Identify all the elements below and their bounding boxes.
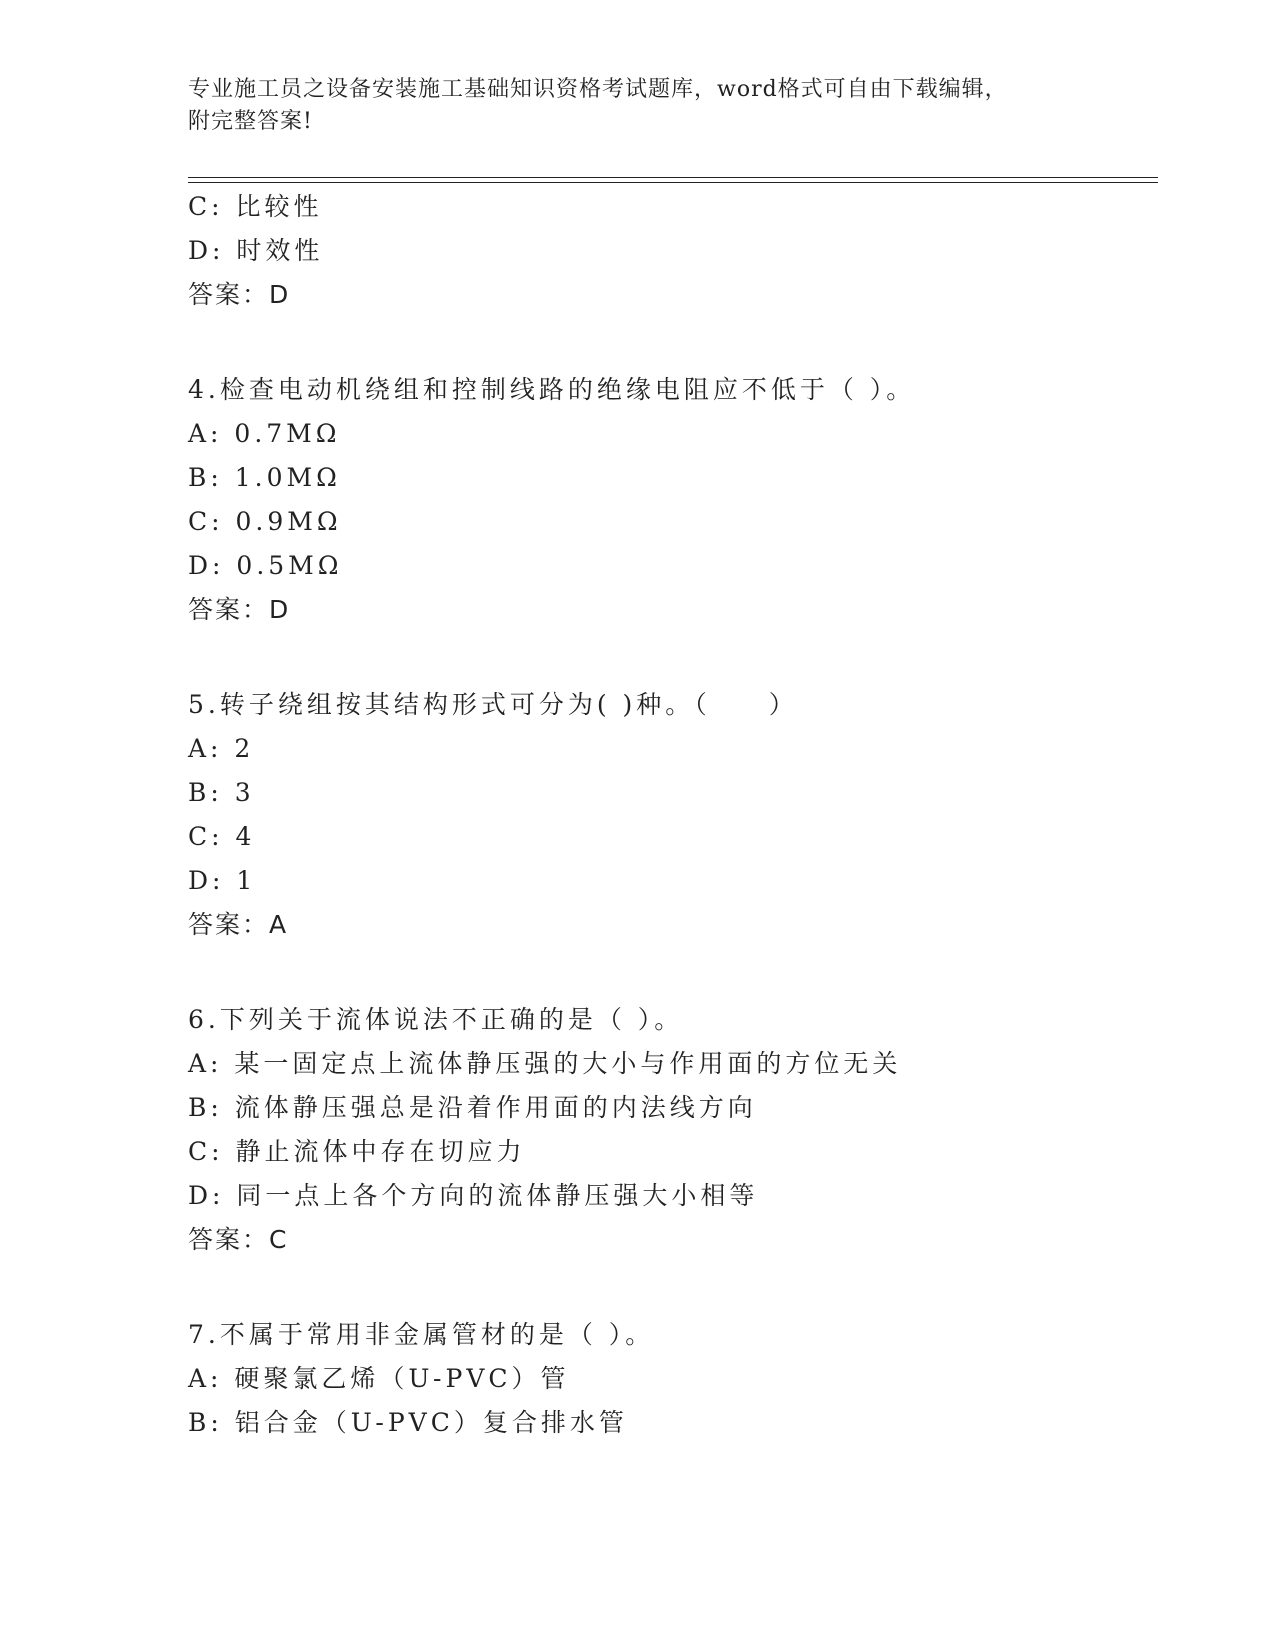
q7-option-a: A: 硬聚氯乙烯（U-PVC）管 (188, 1364, 570, 1393)
q4-stem: 4.检查电动机绕组和控制线路的绝缘电阻应不低于（ ）。 (188, 375, 916, 404)
q4-option-d: D: 0.5MΩ (188, 551, 343, 580)
q4-option-a: A: 0.7MΩ (188, 419, 341, 448)
header-divider-bottom (188, 182, 1158, 183)
q5-option-a: A: 2 (188, 734, 255, 763)
header-line-2: 附完整答案! (188, 109, 313, 134)
q5-option-d: D: 1 (188, 866, 257, 895)
q6-option-d: D: 同一点上各个方向的流体静压强大小相等 (188, 1181, 759, 1210)
q5-stem: 5.转子绕组按其结构形式可分为( )种。（ ） (188, 690, 798, 719)
q6-stem: 6.下列关于流体说法不正确的是（ ）。 (188, 1005, 684, 1034)
q6-option-c: C: 静止流体中存在切应力 (188, 1137, 526, 1166)
header-line-1: 专业施工员之设备安装施工基础知识资格考试题库，word格式可自由下载编辑， (188, 77, 1008, 102)
q6-option-b: B: 流体静压强总是沿着作用面的内法线方向 (188, 1093, 757, 1122)
q4-answer: 答案：D (188, 595, 291, 624)
q4-option-c: C: 0.9MΩ (188, 507, 342, 536)
q5-answer: 答案：A (188, 910, 289, 939)
q6-option-a: A: 某一固定点上流体静压强的大小与作用面的方位无关 (188, 1049, 902, 1078)
q3-answer: 答案：D (188, 280, 291, 309)
q5-option-c: C: 4 (188, 822, 256, 851)
header-divider-top (188, 177, 1158, 178)
document-header (188, 74, 1078, 138)
q4-option-b: B: 1.0MΩ (188, 463, 341, 492)
q7-option-b: B: 铝合金（U-PVC）复合排水管 (188, 1408, 628, 1437)
q6-answer: 答案：C (188, 1225, 289, 1254)
q3-option-c: C: 比较性 (188, 192, 323, 221)
q3-option-d: D: 时效性 (188, 236, 324, 265)
q7-stem: 7.不属于常用非金属管材的是（ ）。 (188, 1320, 655, 1349)
q5-option-b: B: 3 (188, 778, 255, 807)
